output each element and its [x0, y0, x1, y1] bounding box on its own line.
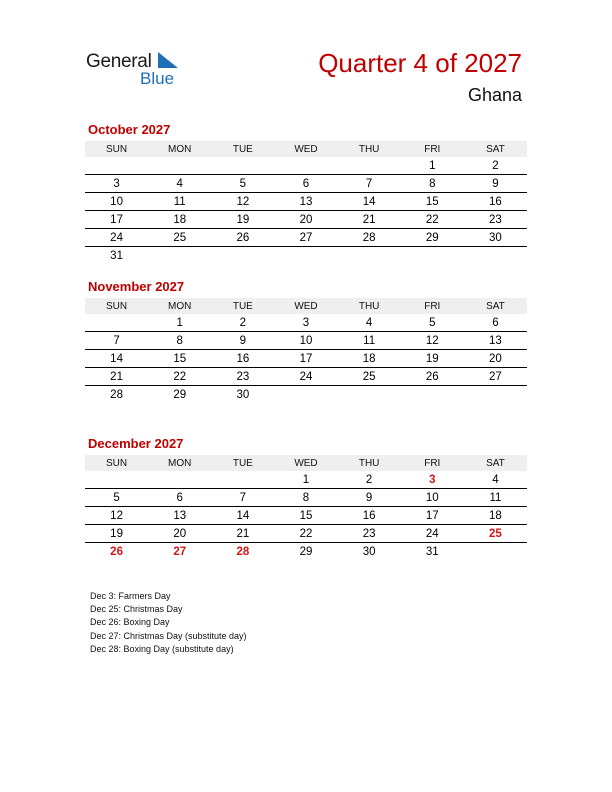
- weekday-header: MON: [148, 455, 211, 471]
- logo-flag-icon: [156, 52, 178, 70]
- generalblue-logo: [86, 50, 196, 90]
- day-cell: 17: [274, 350, 337, 368]
- day-cell: 18: [338, 350, 401, 368]
- day-cell: 2: [211, 314, 274, 332]
- weekday-header: WED: [274, 298, 337, 314]
- week-row: [85, 386, 527, 404]
- day-cell: 22: [274, 525, 337, 543]
- week-row: [85, 507, 527, 525]
- day-cell: 29: [173, 388, 187, 401]
- day-cell: [211, 471, 274, 489]
- week-row: [85, 332, 527, 350]
- calendar-table: [85, 141, 527, 264]
- day-cell: 9: [338, 489, 401, 507]
- holiday-note: Dec 3: Farmers Day: [90, 591, 171, 601]
- day-cell: 23: [464, 211, 527, 229]
- day-cell: 12: [211, 193, 274, 211]
- day-cell: [464, 543, 527, 561]
- day-cell: [274, 386, 337, 404]
- weekday-header: THU: [338, 455, 401, 471]
- day-cell: 20: [148, 525, 211, 543]
- month-block-december: [85, 436, 527, 560]
- day-cell: 14: [211, 507, 274, 525]
- day-cell: 6: [464, 314, 527, 332]
- day-cell: [85, 471, 148, 489]
- day-cell: 18: [464, 507, 527, 525]
- day-cell: 11: [464, 489, 527, 507]
- week-row: [85, 314, 527, 332]
- weekday-header: THU: [338, 141, 401, 157]
- country-name: Ghana: [467, 85, 522, 105]
- week-row: [85, 350, 527, 368]
- weekday-header: SAT: [464, 455, 527, 471]
- day-cell: 2: [464, 157, 527, 175]
- day-cell: 31: [425, 545, 439, 558]
- day-cell: 3: [274, 314, 337, 332]
- page-title: Quarter 4 of 2027: [318, 48, 522, 78]
- day-cell: 8: [148, 332, 211, 350]
- day-cell: [274, 157, 337, 175]
- day-cell: 28: [338, 229, 401, 247]
- week-row: [85, 193, 527, 211]
- holiday-day-cell: 28: [236, 545, 250, 558]
- weekday-header: SUN: [85, 141, 148, 157]
- weekday-header: FRI: [401, 141, 464, 157]
- week-row: [85, 229, 527, 247]
- day-cell: 25: [338, 368, 401, 386]
- weekday-header: SUN: [85, 455, 148, 471]
- day-cell: 1: [148, 314, 211, 332]
- day-cell: 17: [85, 211, 148, 229]
- weekday-header-row: [85, 141, 527, 157]
- day-cell: 13: [274, 193, 337, 211]
- logo-text-blue: Blue: [140, 69, 175, 88]
- day-cell: 24: [85, 229, 148, 247]
- month-title: November 2027: [88, 279, 185, 294]
- day-cell: 9: [464, 175, 527, 193]
- day-cell: 24: [274, 368, 337, 386]
- week-row: [85, 157, 527, 175]
- day-cell: 5: [401, 314, 464, 332]
- day-cell: 4: [464, 471, 527, 489]
- holiday-day-cell: 25: [464, 525, 527, 543]
- week-row: [85, 211, 527, 229]
- day-cell: [464, 247, 527, 265]
- day-cell: 21: [85, 368, 148, 386]
- weekday-header: TUE: [211, 298, 274, 314]
- weekday-header: SAT: [464, 298, 527, 314]
- day-cell: 11: [338, 332, 401, 350]
- day-cell: 18: [148, 211, 211, 229]
- day-cell: [401, 247, 464, 265]
- day-cell: 7: [85, 332, 148, 350]
- day-cell: [338, 157, 401, 175]
- day-cell: 15: [274, 507, 337, 525]
- day-cell: 15: [148, 350, 211, 368]
- week-row: [85, 489, 527, 507]
- calendar-table: [85, 298, 527, 403]
- weekday-header: TUE: [211, 141, 274, 157]
- day-cell: [85, 314, 148, 332]
- day-cell: 19: [85, 525, 148, 543]
- day-cell: [148, 247, 211, 265]
- weekday-header: MON: [148, 298, 211, 314]
- day-cell: 23: [338, 525, 401, 543]
- day-cell: 9: [211, 332, 274, 350]
- day-cell: 4: [338, 314, 401, 332]
- day-cell: 21: [338, 211, 401, 229]
- day-cell: 1: [401, 157, 464, 175]
- day-cell: 25: [148, 229, 211, 247]
- day-cell: [274, 247, 337, 265]
- weekday-header: FRI: [401, 455, 464, 471]
- day-cell: 2: [338, 471, 401, 489]
- day-cell: [148, 471, 211, 489]
- day-cell: 3: [85, 175, 148, 193]
- week-row: [85, 471, 527, 489]
- day-cell: [85, 157, 148, 175]
- day-cell: 6: [148, 489, 211, 507]
- day-cell: [464, 386, 527, 404]
- day-cell: [148, 157, 211, 175]
- day-cell: 21: [211, 525, 274, 543]
- weekday-header: WED: [274, 455, 337, 471]
- day-cell: 16: [464, 193, 527, 211]
- day-cell: 8: [274, 489, 337, 507]
- day-cell: 13: [464, 332, 527, 350]
- day-cell: 11: [148, 193, 211, 211]
- day-cell: 10: [401, 489, 464, 507]
- day-cell: 23: [211, 368, 274, 386]
- day-cell: 28: [110, 388, 123, 401]
- day-cell: 10: [274, 332, 337, 350]
- week-row: [85, 368, 527, 386]
- day-cell: 7: [338, 175, 401, 193]
- day-cell: 14: [338, 193, 401, 211]
- weekday-header: THU: [338, 298, 401, 314]
- weekday-header: MON: [148, 141, 211, 157]
- weekday-header: SUN: [85, 298, 148, 314]
- holiday-day-cell: 26: [110, 545, 123, 558]
- day-cell: 24: [401, 525, 464, 543]
- day-cell: 19: [211, 211, 274, 229]
- weekday-header-row: [85, 298, 527, 314]
- day-cell: 27: [464, 368, 527, 386]
- day-cell: [211, 247, 274, 265]
- day-cell: 31: [110, 249, 123, 262]
- month-block-october: [85, 122, 527, 264]
- day-cell: 19: [401, 350, 464, 368]
- holiday-note: Dec 26: Boxing Day: [90, 617, 170, 628]
- day-cell: 20: [464, 350, 527, 368]
- day-cell: [338, 386, 401, 404]
- day-cell: 13: [148, 507, 211, 525]
- calendar-table: [85, 455, 527, 560]
- holiday-note: Dec 28: Boxing Day (substitute day): [90, 643, 234, 654]
- day-cell: 16: [338, 507, 401, 525]
- month-block-november: [85, 279, 527, 403]
- logo-text-general: General: [86, 51, 152, 72]
- day-cell: 30: [362, 545, 376, 558]
- day-cell: 5: [211, 175, 274, 193]
- day-cell: 5: [85, 489, 148, 507]
- day-cell: [401, 386, 464, 404]
- weekday-header: TUE: [211, 455, 274, 471]
- day-cell: 15: [401, 193, 464, 211]
- day-cell: 17: [401, 507, 464, 525]
- day-cell: 7: [211, 489, 274, 507]
- day-cell: 12: [401, 332, 464, 350]
- holiday-day-cell: 27: [173, 545, 187, 558]
- day-cell: 26: [211, 229, 274, 247]
- day-cell: 16: [211, 350, 274, 368]
- weekday-header-row: [85, 455, 527, 471]
- weekday-header: FRI: [401, 298, 464, 314]
- week-row: [85, 247, 527, 265]
- day-cell: 30: [464, 229, 527, 247]
- day-cell: 4: [148, 175, 211, 193]
- holiday-note: Dec 25: Christmas Day: [90, 604, 183, 615]
- weekday-header: SAT: [464, 141, 527, 157]
- day-cell: [338, 247, 401, 265]
- weekday-header: WED: [274, 141, 337, 157]
- day-cell: 29: [401, 229, 464, 247]
- day-cell: 10: [85, 193, 148, 211]
- day-cell: 20: [274, 211, 337, 229]
- day-cell: 30: [236, 388, 250, 401]
- day-cell: 27: [274, 229, 337, 247]
- day-cell: 26: [401, 368, 464, 386]
- day-cell: 22: [148, 368, 211, 386]
- holiday-day-cell: 3: [401, 471, 464, 489]
- week-row: [85, 543, 527, 561]
- day-cell: 1: [274, 471, 337, 489]
- month-title: October 2027: [88, 122, 171, 137]
- week-row: [85, 175, 527, 193]
- week-row: [85, 525, 527, 543]
- day-cell: 29: [299, 545, 313, 558]
- day-cell: 22: [401, 211, 464, 229]
- month-title: December 2027: [88, 436, 184, 451]
- day-cell: 14: [85, 350, 148, 368]
- day-cell: 12: [85, 507, 148, 525]
- holiday-note: Dec 27: Christmas Day (substitute day): [90, 630, 247, 641]
- day-cell: [211, 157, 274, 175]
- day-cell: 8: [401, 175, 464, 193]
- holiday-notes: [90, 590, 247, 656]
- day-cell: 6: [274, 175, 337, 193]
